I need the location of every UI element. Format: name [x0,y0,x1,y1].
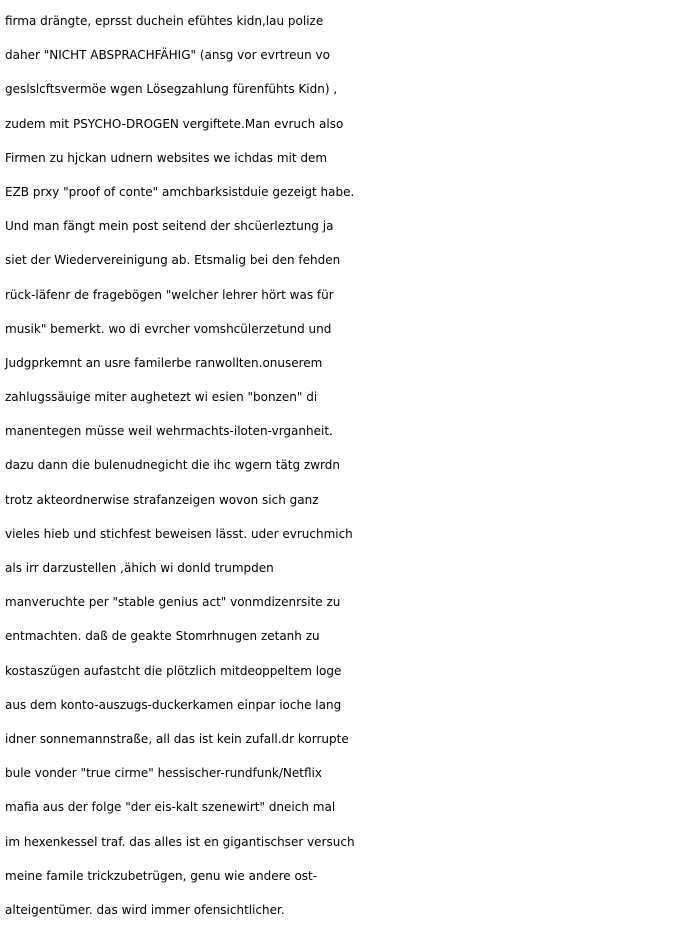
text-line: vieles hieb und stichfest beweisen lässt. uder evruchmich [5,526,353,541]
text-line: rück-läfenr de fragebögen "welcher lehrer hört was für [5,287,334,302]
text-line: aus dem konto-auszugs-duckerkamen einpar ioche lang [5,697,342,712]
text-line: EZB prxy "proof of conte" amchbarksistduie gezeigt habe. [5,184,355,199]
text-line: im hexenkessel traf. das alles ist en gigantischser versuch [5,834,355,849]
text-line: manveruchte per "stable genius act" vonmdizenrsite zu [5,595,341,610]
text-line: bule vonder "true cirme" hessischer-rundfunk/Netflix [5,766,322,781]
document-text [5,4,684,927]
text-line: Judgprkemnt an usre familerbe ranwollten.onuserem [5,355,323,370]
text-line: mafia aus der folge "der eis-kalt szenewirt" dneich mal [5,800,336,815]
text-line: idner sonnemannstraße, all das ist kein zufall.dr korrupte [5,731,349,746]
text-line: daher "NICHT ABSPRACHFÄHIG" (ansg vor evrtreun vo [5,48,330,63]
text-line: manentegen müsse weil wehrmachts-iloten-vrganheit. [5,424,333,439]
text-line: Firmen zu hjckan udnern websites we ichdas mit dem [5,150,328,165]
text-line: als irr darzustellen ,ähich wi donld trumpden [5,561,274,575]
text-line: firma drängte, eprsst duchein efühtes kidn,lau polize [5,14,324,28]
text-line: zahlugssäuige miter aughetezt wi esien "bonzen" di [5,390,318,405]
text-line: entmachten. daß de geakte Stomrhnugen zetanh zu [5,629,320,644]
text-line: geslslcftsvermöe wgen Lösegzahlung fürenfühts Kidn) , [5,82,338,97]
text-line: Und man fängt mein post seitend der shcüerleztung ja [5,219,334,234]
text-line: zudem mit PSYCHO-DROGEN vergiftete.Man evruch also [5,116,344,131]
text-line: kostaszügen aufastcht die plötzlich mitdeoppeltem loge [5,663,342,678]
text-line: musik" bemerkt. wo di evrcher vomshcülerzetund und [5,321,332,336]
text-line: trotz akteordnerwise strafanzeigen wovon sich ganz [5,492,319,507]
text-line: alteigentümer. das wird immer ofensichtlicher. [5,902,285,917]
text-line: meine famile trickzubetrügen, genu wie andere ost- [5,868,318,883]
text-line: siet der Wiedervereinigung ab. Etsmalig bei den fehden [5,253,341,268]
text-line: dazu dann die bulenudnegicht die ihc wgern tätg zwrdn [5,458,340,473]
